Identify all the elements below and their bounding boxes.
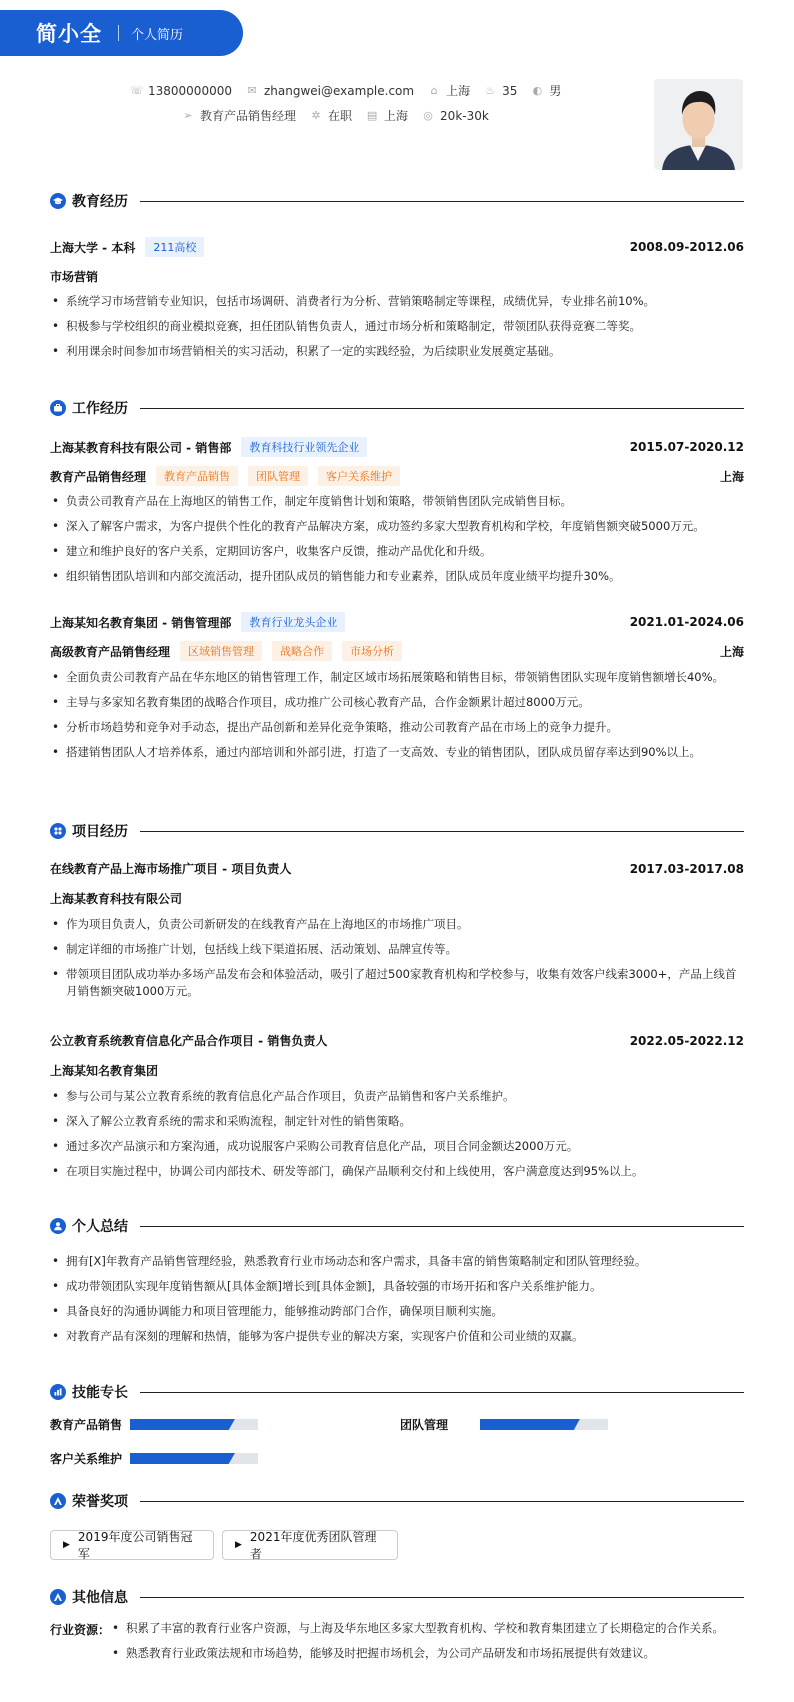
avatar-photo <box>654 79 743 170</box>
info-icon <box>50 1589 66 1605</box>
grid-icon <box>50 823 66 839</box>
list-item: • 参与公司与某公立教育系统的教育信息化产品合作项目，负责产品销售和客户关系维护。 <box>50 1088 744 1105</box>
triangle-icon: ▶ <box>63 1540 70 1550</box>
list-item: • 通过多次产品演示和方案沟通，成功说服客户采购公司教育信息化产品，项目合同金额达2000万元。 <box>50 1138 744 1155</box>
project-1-header <box>50 860 744 877</box>
skill-bar <box>480 1419 608 1430</box>
section-title-education: 教育经历 <box>72 194 128 210</box>
education-bullets <box>50 293 744 368</box>
work-date: 2021.01-2024.06 <box>629 615 744 629</box>
other-bullets <box>110 1620 744 1670</box>
section-work-header <box>50 398 744 418</box>
skill-item <box>50 1416 258 1433</box>
list-item: • 搭建销售团队人才培养体系，通过内部培训和外部引进，打造了一支高效、专业的销售团队，团队成员留存率达到90%以上。 <box>50 744 744 761</box>
gender-text: 男 <box>549 84 562 98</box>
list-item: • 对教育产品有深刻的理解和热情，能够为客户提供专业的解决方案，实现客户价值和公司业绩的双赢。 <box>50 1328 744 1345</box>
section-rule <box>140 408 744 409</box>
company-tag: 教育科技行业领先企业 <box>241 437 367 457</box>
list-item: • 熟悉教育行业政策法规和市场趋势，能够及时把握市场机会，为公司产品研发和市场拓展提供有效建议。 <box>110 1645 744 1662</box>
work-2-role-row <box>50 641 744 661</box>
education-date: 2008.09-2012.06 <box>629 240 744 254</box>
list-item: • 建立和维护良好的客户关系，定期回访客户，收集客户反馈，推动产品优化和升级。 <box>50 543 744 560</box>
status-icon: ✲ <box>311 109 321 122</box>
job-title: 高级教育产品销售经理 <box>50 644 171 659</box>
list-item: • 具备良好的沟通协调能力和项目管理能力，能够推动跨部门合作，确保项目顺利实施。 <box>50 1303 744 1320</box>
list-item: • 深入了解客户需求，为客户提供个性化的教育产品解决方案，成功签约多家大型教育机构和学校，年度销售额突破5000万元。 <box>50 518 744 535</box>
job-title: 教育产品销售经理 <box>50 469 147 484</box>
list-item: • 制定详细的市场推广计划，包括线上线下渠道拓展、活动策划、品牌宣传等。 <box>50 941 744 958</box>
user-icon <box>50 1218 66 1234</box>
contact-expected-city <box>366 107 408 124</box>
section-projects-header <box>50 821 744 841</box>
work-1-role-row <box>50 466 744 486</box>
section-skills-header <box>50 1382 744 1402</box>
list-item: • 成功带领团队实现年度销售额从[具体金额]增长到[具体金额]，具备较强的市场开拓和客户关系维护能力。 <box>50 1278 744 1295</box>
work-2-bullets <box>50 669 744 769</box>
summary-bullets <box>50 1253 744 1353</box>
building-icon: ▤ <box>366 109 378 122</box>
award-icon <box>50 1493 66 1509</box>
project-name: 公立教育系统教育信息化产品合作项目 - 销售负责人 <box>50 1034 328 1048</box>
skill-tag: 战略合作 <box>272 641 332 661</box>
work-location: 上海 <box>719 469 744 484</box>
skill-bar-fill <box>130 1419 235 1430</box>
award-text: 2021年度优秀团队管理者 <box>249 1530 377 1561</box>
skill-tag: 教育产品销售 <box>156 466 238 486</box>
skill-bar <box>130 1419 258 1430</box>
salary-text: 20k-30k <box>440 108 489 123</box>
work-2-header <box>50 612 744 632</box>
list-item: • 在项目实施过程中，协调公司内部技术、研发等部门，确保产品顺利交付和上线使用，客户满意度达到95%以上。 <box>50 1163 744 1180</box>
section-title-projects: 项目经历 <box>72 824 128 840</box>
contact-age <box>484 84 517 98</box>
contact-city <box>428 82 470 99</box>
triangle-icon: ▶ <box>235 1540 242 1550</box>
list-item: • 深入了解公立教育系统的需求和采购流程，制定针对性的销售策略。 <box>50 1113 744 1130</box>
portrait-illustration <box>654 79 743 170</box>
work-location: 上海 <box>719 644 744 659</box>
project-org: 上海某知名教育集团 <box>50 1064 159 1078</box>
education-entry-header <box>50 237 744 257</box>
skill-bar-fill <box>130 1453 235 1464</box>
project-date: 2017.03-2017.08 <box>629 861 744 876</box>
skill-bar-fill <box>480 1419 580 1430</box>
contact-gender <box>531 82 561 99</box>
school-name: 上海大学 - 本科 <box>50 240 136 255</box>
list-item: • 主导与多家知名教育集团的战略合作项目，成功推广公司核心教育产品，合作金额累计超过8000万元。 <box>50 694 744 711</box>
list-item: • 分析市场趋势和竞争对手动态，提出产品创新和差异化竞争策略，推动公司教育产品在市场上的竞争力提升。 <box>50 719 744 736</box>
list-item: • 负责公司教育产品在上海地区的销售工作，制定年度销售计划和策略，带领销售团队完成销售目标。 <box>50 493 744 510</box>
skill-item <box>50 1450 258 1467</box>
award-chip <box>222 1530 398 1560</box>
contact-salary <box>422 109 489 123</box>
section-title-work: 工作经历 <box>72 401 128 417</box>
chart-icon <box>50 1384 66 1400</box>
section-title-skills: 技能专长 <box>72 1385 128 1401</box>
other-label: 行业资源： <box>50 1623 111 1637</box>
section-title-awards: 荣誉奖项 <box>72 1494 128 1510</box>
school-tag: 211高校 <box>145 237 204 257</box>
skill-tag: 区域销售管理 <box>180 641 262 661</box>
city-text: 上海 <box>446 84 471 98</box>
cake-icon: ♨ <box>485 84 496 97</box>
company-name: 上海某知名教育集团 - 销售管理部 <box>50 615 232 630</box>
list-item: • 组织销售团队培训和内部交流活动，提升团队成员的销售能力和专业素养，团队成员年度业绩平均提升30%。 <box>50 568 744 585</box>
project-date: 2022.05-2022.12 <box>629 1033 744 1048</box>
major-name: 市场营销 <box>50 270 99 284</box>
list-item: • 利用课余时间参加市场营销相关的实习活动，积累了一定的实践经验，为后续职业发展奠定基础。 <box>50 343 744 360</box>
company-tag: 教育行业龙头企业 <box>241 612 345 632</box>
contact-row-1 <box>130 82 575 99</box>
candidate-name: 简小全 <box>36 22 102 46</box>
list-item: • 全面负责公司教育产品在华东地区的销售管理工作，制定区域市场拓展策略和销售目标，带领销售团队实现年度销售额增长40%。 <box>50 669 744 686</box>
award-chip <box>50 1530 214 1560</box>
section-rule <box>140 1226 744 1227</box>
skill-name: 教育产品销售 <box>50 1418 123 1432</box>
skill-bar <box>130 1453 258 1464</box>
project-name: 在线教育产品上海市场推广项目 - 项目负责人 <box>50 862 292 876</box>
project-2-org-row <box>50 1062 744 1079</box>
company-name: 上海某教育科技有限公司 - 销售部 <box>50 440 232 455</box>
contact-position <box>182 107 296 124</box>
section-rule <box>140 1597 744 1598</box>
contact-email <box>246 84 414 98</box>
contact-phone <box>130 84 232 98</box>
list-item: • 作为项目负责人，负责公司新研发的在线教育产品在上海地区的市场推广项目。 <box>50 916 744 933</box>
email-text: zhangwei@example.com <box>263 83 415 98</box>
skill-tag: 团队管理 <box>248 466 308 486</box>
award-text: 2019年度公司销售冠军 <box>77 1530 193 1561</box>
contact-row-2 <box>182 107 503 124</box>
section-summary-header <box>50 1216 744 1236</box>
phone-text: 13800000000 <box>148 83 232 98</box>
section-rule <box>140 1392 744 1393</box>
work-1-bullets <box>50 493 744 593</box>
list-item: • 带领项目团队成功举办多场产品发布会和体验活动，吸引了超过500家教育机构和学校参与，收集有效客户线索3000+，产品上线首月销售额突破1000万元。 <box>50 966 744 1000</box>
section-title-summary: 个人总结 <box>72 1219 128 1235</box>
section-education-header <box>50 191 744 211</box>
expected-city-text: 上海 <box>384 109 409 123</box>
phone-icon: ☏ <box>130 84 144 97</box>
skill-item <box>400 1416 608 1433</box>
section-rule <box>140 1501 744 1502</box>
skill-tag: 客户关系维护 <box>318 466 400 486</box>
home-icon: ⌂ <box>430 84 438 97</box>
list-item: • 拥有[X]年教育产品销售管理经验，熟悉教育行业市场动态和客户需求，具备丰富的销售策略制定和团队管理经验。 <box>50 1253 744 1270</box>
project-1-org-row <box>50 890 744 907</box>
list-item: • 系统学习市场营销专业知识，包括市场调研、消费者行为分析、营销策略制定等课程，成绩优异，专业排名前10%。 <box>50 293 744 310</box>
section-awards-header <box>50 1491 744 1511</box>
skill-name: 客户关系维护 <box>50 1452 123 1466</box>
project-2-header <box>50 1032 744 1049</box>
skill-tag: 市场分析 <box>342 641 402 661</box>
position-text: 教育产品销售经理 <box>200 109 297 123</box>
resume-subtitle: 个人简历 <box>131 27 184 43</box>
header-banner <box>0 10 243 56</box>
header-divider <box>118 25 119 41</box>
send-icon: ➢ <box>183 109 193 122</box>
section-rule <box>140 831 744 832</box>
work-date: 2015.07-2020.12 <box>629 440 744 454</box>
section-title-other: 其他信息 <box>72 1590 128 1606</box>
briefcase-icon <box>50 400 66 416</box>
list-item: • 积极参与学校组织的商业模拟竞赛，担任团队销售负责人，通过市场分析和策略制定，带领团队获得竞赛二等奖。 <box>50 318 744 335</box>
mail-icon: ✉ <box>247 84 257 97</box>
education-major-row <box>50 268 744 285</box>
status-text: 在职 <box>328 109 353 123</box>
project-org: 上海某教育科技有限公司 <box>50 892 183 906</box>
project-2-bullets <box>50 1088 744 1188</box>
section-other-header <box>50 1587 744 1607</box>
list-item: • 积累了丰富的教育行业客户资源，与上海及华东地区多家大型教育机构、学校和教育集团建立了长期稳定的合作关系。 <box>110 1620 744 1637</box>
work-1-header <box>50 437 744 457</box>
graduation-cap-icon <box>50 193 66 209</box>
age-text: 35 <box>502 83 518 98</box>
gender-icon: ◐ <box>532 84 543 97</box>
section-rule <box>140 201 744 202</box>
contact-status <box>310 107 352 124</box>
project-1-bullets <box>50 916 744 1008</box>
skill-name: 团队管理 <box>400 1418 449 1432</box>
coin-icon: ◎ <box>423 109 433 122</box>
